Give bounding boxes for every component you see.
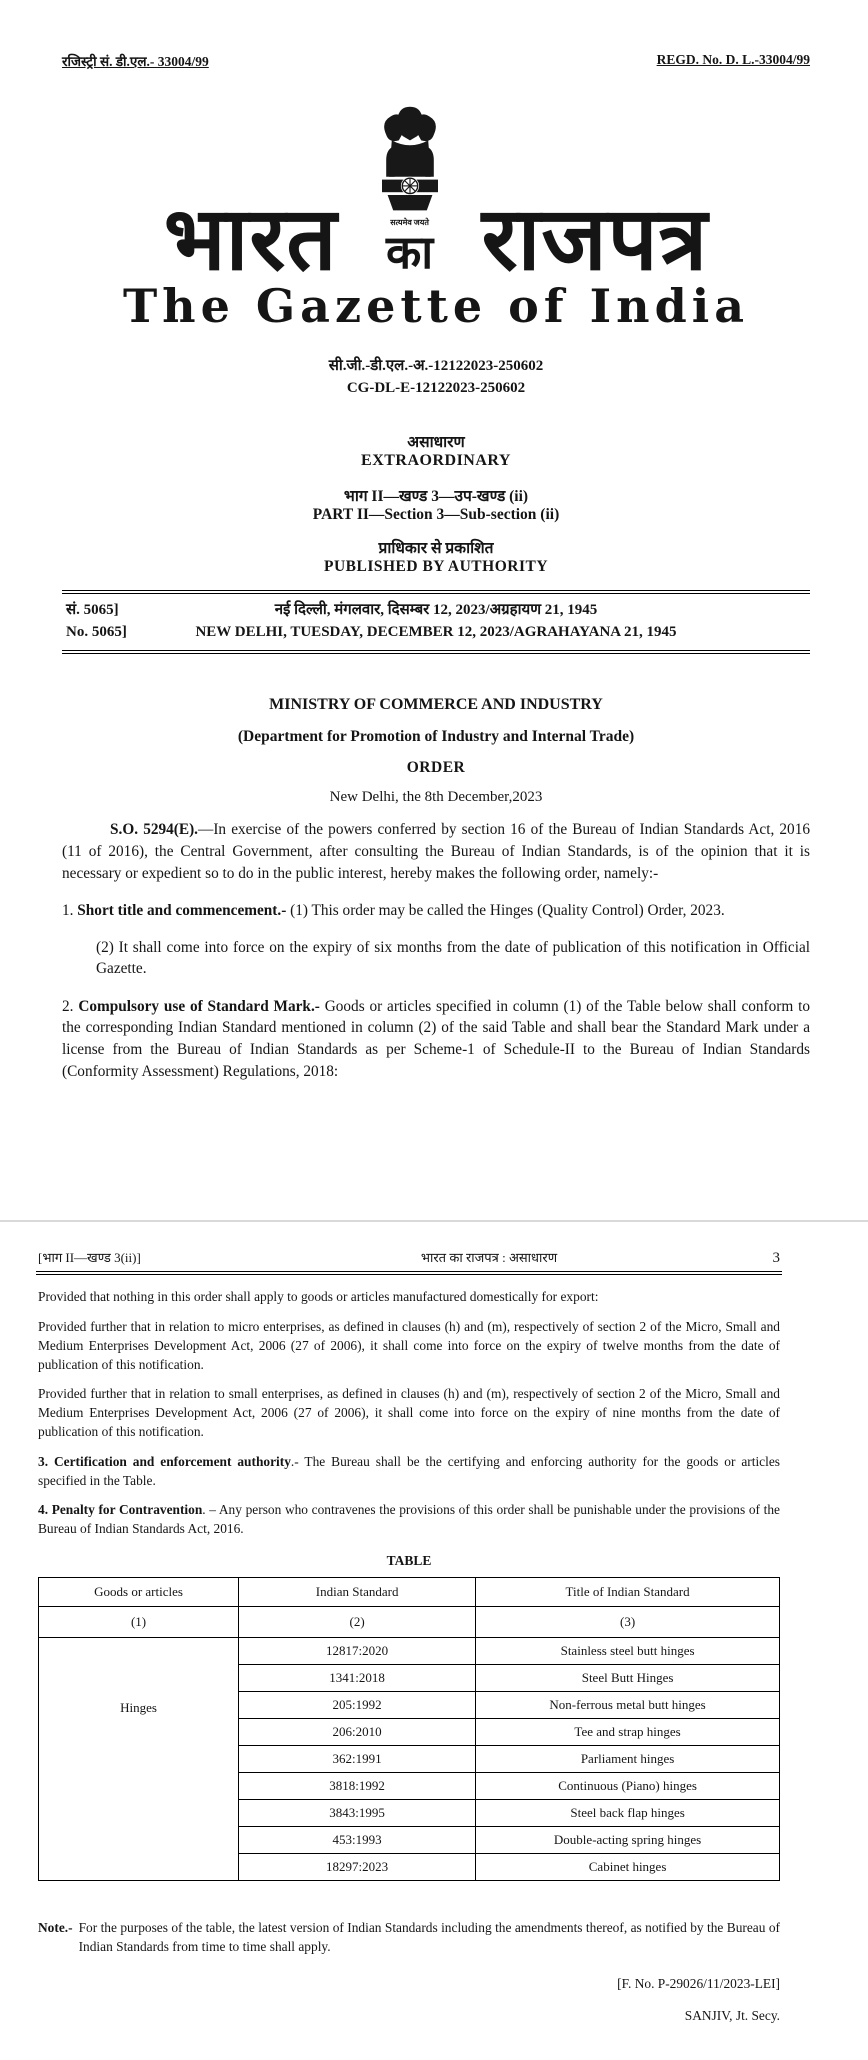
- column-header-title: Title of Indian Standard: [476, 1577, 780, 1606]
- clause-1-number: 1.: [62, 901, 78, 919]
- standard-title-cell: Tee and strap hinges: [476, 1718, 780, 1745]
- code-english: CG-DL-E-12122023-250602: [346, 380, 526, 397]
- table-title: TABLE: [386, 1552, 432, 1568]
- column-number-3: (3): [476, 1606, 780, 1637]
- registration-row: [62, 52, 810, 70]
- clause-3: [38, 1453, 780, 1491]
- standard-title-cell: Double-acting spring hinges: [476, 1826, 780, 1853]
- clause-1: [62, 900, 810, 922]
- code-hindi: सी.जी.-डी.एल.-अ.-12122023-250602: [328, 358, 544, 375]
- issue-number-english: No. 5065]: [66, 623, 127, 640]
- table-header-row: [39, 1577, 780, 1606]
- note-label: Note.-: [38, 1919, 73, 1935]
- masthead: [62, 104, 810, 290]
- published-authority-hindi: प्राधिकार से प्रकाशित: [378, 539, 494, 557]
- masthead-hindi-middle: का: [385, 227, 434, 278]
- standard-title-cell: Cabinet hinges: [476, 1853, 780, 1880]
- standard-number-cell: 206:2010: [239, 1718, 476, 1745]
- issue-line-english: [62, 622, 810, 644]
- file-number: [F. No. P-29026/11/2023-LEI]: [617, 1976, 780, 1992]
- page-3-number: 3: [772, 1250, 780, 1267]
- part-section-english: PART II—Section 3—Sub-section (ii): [312, 505, 560, 523]
- emblem-column: [358, 104, 462, 276]
- gazette-page-3: [36, 1248, 782, 2060]
- column-number-1: (1): [39, 1606, 239, 1637]
- table-column-number-row: [39, 1606, 780, 1637]
- note-block: [38, 1919, 780, 1957]
- bottom-double-rule: [62, 650, 810, 654]
- clause-4-text: . – Any person who contravenes the provisions of this order shall be punishable under the provisions of the Bureau of Indian Standards Act, 2016.: [38, 1502, 780, 1537]
- published-authority-english: PUBLISHED BY AUTHORITY: [323, 557, 549, 575]
- clause-2: [62, 996, 810, 1083]
- clause-3-title: 3. Certification and enforcement authority: [38, 1453, 291, 1469]
- proviso-3: Provided further that in relation to small enterprises, as defined in clauses (h) and (m), respectively of section 2 of the Micro, Small and Medium Enterprises Development Act, 2006 (27 of 2006), it shall come into force on the expiry of nine months from the date of publication of this notification.: [38, 1386, 780, 1439]
- table-row: [39, 1637, 780, 1664]
- ministry-title: MINISTRY OF COMMERCE AND INDUSTRY: [269, 696, 603, 714]
- clause-3-text: .- The Bureau shall be the certifying and enforcing authority for the goods or articles specified in the Table.: [38, 1453, 780, 1488]
- standard-title-cell: Steel Butt Hinges: [476, 1664, 780, 1691]
- standard-number-cell: 12817:2020: [239, 1637, 476, 1664]
- standards-table: [38, 1577, 780, 1881]
- column-header-standard: Indian Standard: [239, 1577, 476, 1606]
- extraordinary-english: EXTRAORDINARY: [361, 451, 511, 469]
- page-3-header-part: [भाग II—खण्ड 3(ii)]: [38, 1250, 141, 1266]
- column-header-goods: Goods or articles: [39, 1577, 239, 1606]
- standard-title-cell: Stainless steel butt hinges: [476, 1637, 780, 1664]
- order-heading: ORDER: [406, 759, 466, 777]
- page-3-header: [36, 1248, 782, 1271]
- clause-1-sub-2: (2) It shall come into force on the expiry of six months from the date of publication of this notification in Official Gazette.: [96, 938, 810, 978]
- gazette-english-title: The Gazette of India: [122, 279, 750, 333]
- clause-4: [38, 1501, 780, 1539]
- standard-number-cell: 18297:2023: [239, 1853, 476, 1880]
- emblem-motto: सत्यमेव जयते: [390, 218, 429, 227]
- issue-number-hindi: सं. 5065]: [66, 601, 119, 618]
- proviso-1: Provided that nothing in this order shall apply to goods or articles manufactured domestically for export:: [38, 1289, 599, 1305]
- clause-2-title: Compulsory use of Standard Mark.-: [78, 997, 320, 1015]
- clause-2-text: Goods or articles specified in column (1) of the Table below shall conform to the corresponding Indian Standard mentioned in column (2) of the said Table and shall bear the Standard Mark under a license from the Bureau of Indian Standards as per Scheme-1 of Schedule-II to the Bureau of Indian Standards (Conformity Assessment) Regulations, 2018:: [62, 997, 811, 1080]
- clause-1-text: (1) This order may be called the Hinges (Quality Control) Order, 2023.: [286, 901, 725, 919]
- issue-date-hindi: नई दिल्ली, मंगलवार, दिसम्बर 12, 2023/अग्रहायण 21, 1945: [274, 601, 598, 618]
- part-section-hindi: भाग II—खण्ड 3—उप-खण्ड (ii): [343, 487, 529, 505]
- page-break-line: [0, 1220, 868, 1222]
- masthead-hindi-right: राजपत्र: [481, 192, 709, 290]
- so-paragraph: [62, 819, 810, 884]
- standard-number-cell: 362:1991: [239, 1745, 476, 1772]
- issue-date-english: NEW DELHI, TUESDAY, DECEMBER 12, 2023/AGRAHAYANA 21, 1945: [195, 623, 677, 640]
- standard-title-cell: Non-ferrous metal butt hinges: [476, 1691, 780, 1718]
- standard-number-cell: 3818:1992: [239, 1772, 476, 1799]
- clause-1-title: Short title and commencement.-: [77, 901, 287, 919]
- standard-number-cell: 205:1992: [239, 1691, 476, 1718]
- issue-band: [62, 590, 810, 655]
- proviso-2: Provided further that in relation to micro enterprises, as defined in clauses (h) and (m), respectively of section 2 of the Micro, Small and Medium Enterprises Development Act, 2006 (27 of 2006), it shall come into force on the expiry of twelve months from the date of publication of this notification.: [38, 1319, 780, 1372]
- column-number-2: (2): [239, 1606, 476, 1637]
- note-text: For the purposes of the table, the latest version of Indian Standards including the amendments thereof, as notified by the Bureau of Indian Standards from time to time shall apply.: [78, 1919, 780, 1954]
- registration-number-english: REGD. No. D. L.-33004/99: [656, 52, 810, 67]
- page-3-header-title: भारत का राजपत्र : असाधारण: [420, 1250, 558, 1266]
- signatory: SANJIV, Jt. Secy.: [684, 2008, 780, 2024]
- standard-title-cell: Continuous (Piano) hinges: [476, 1772, 780, 1799]
- extraordinary-hindi: असाधारण: [407, 433, 465, 451]
- goods-cell: Hinges: [39, 1637, 239, 1880]
- clause-2-number: 2.: [62, 997, 79, 1015]
- standard-title-cell: Parliament hinges: [476, 1745, 780, 1772]
- standard-title-cell: Steel back flap hinges: [476, 1799, 780, 1826]
- registration-number-hindi: रजिस्ट्री सं. डी.एल.- 33004/99: [62, 54, 209, 69]
- standard-number-cell: 1341:2018: [239, 1664, 476, 1691]
- standard-number-cell: 3843:1995: [239, 1799, 476, 1826]
- so-text: —In exercise of the powers conferred by section 16 of the Bureau of Indian Standards Act, 2016 (11 of 2016), the Central Government, after consulting the Bureau of Indian Standards, is of the opinion that it is necessary or expedient so to do in the public interest, hereby makes the following order, namely:-: [62, 821, 811, 882]
- masthead-hindi-left: भारत: [163, 192, 338, 290]
- issue-line-hindi: [62, 600, 810, 622]
- standard-number-cell: 453:1993: [239, 1826, 476, 1853]
- department-title: (Department for Promotion of Industry and Internal Trade): [237, 728, 635, 746]
- clause-4-title: 4. Penalty for Contravention: [38, 1502, 203, 1518]
- gazette-codes: [62, 356, 810, 400]
- order-place-date: New Delhi, the 8th December,2023: [329, 789, 543, 806]
- so-number: S.O. 5294(E).: [110, 821, 199, 839]
- national-emblem-icon: [367, 104, 453, 216]
